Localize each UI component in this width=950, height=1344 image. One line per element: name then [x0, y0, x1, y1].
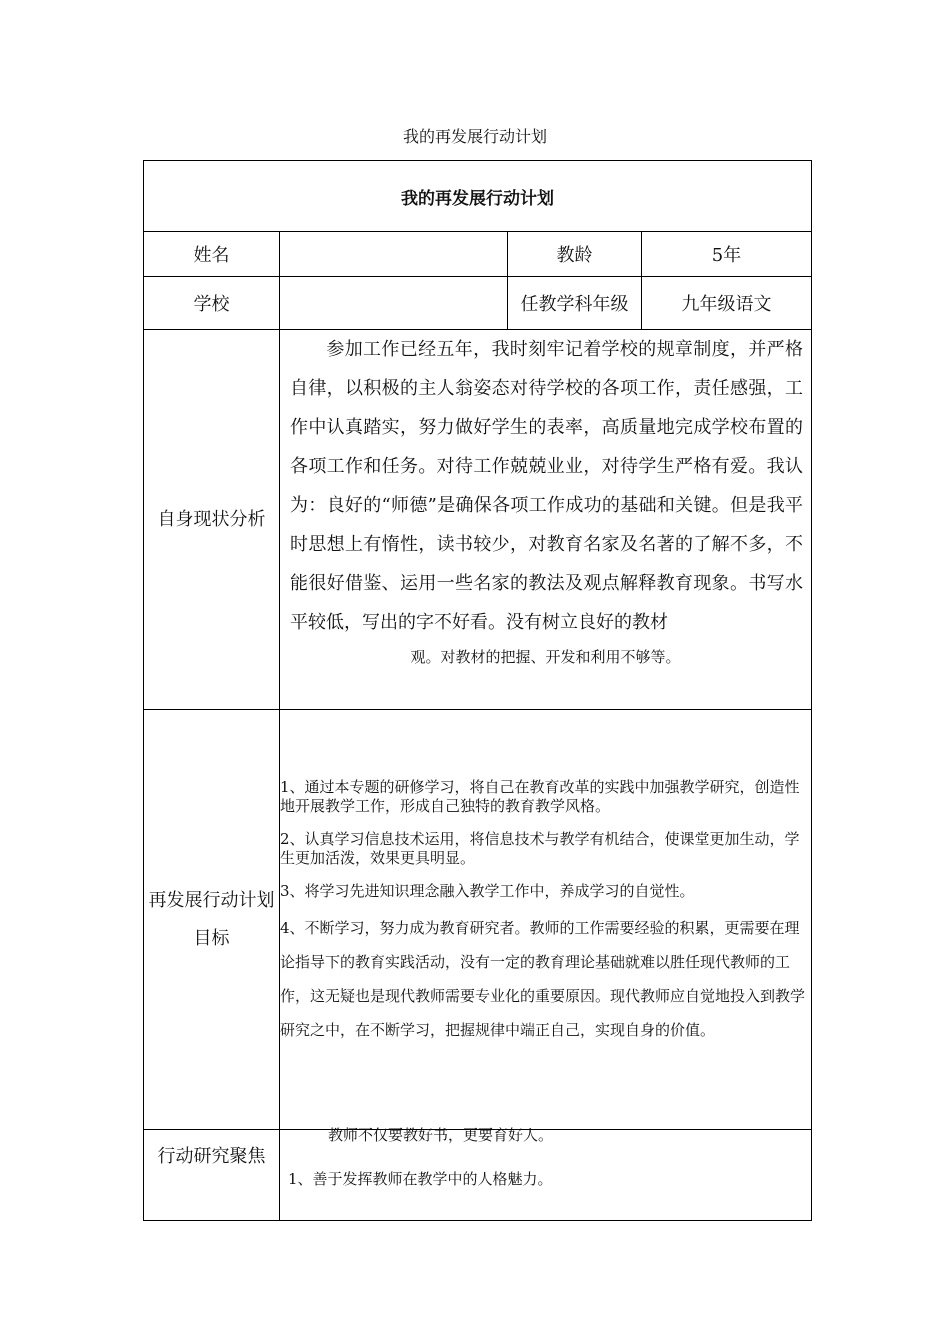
goal-cell [280, 710, 812, 1130]
subject-grade-value: 九年级语文 [642, 277, 812, 330]
school-value [280, 277, 508, 330]
school-label: 学校 [144, 277, 280, 330]
goal-label: 再发展行动计划目标 [144, 710, 280, 1130]
document-title: 我的再发展行动计划 [402, 127, 547, 146]
teaching-years-value: 5年 [642, 232, 812, 277]
focus-line-2: 1、善于发挥教师在教学中的人格魅力。 [288, 1170, 553, 1188]
table-header: 我的再发展行动计划 [144, 161, 812, 232]
name-label: 姓名 [144, 232, 280, 277]
focus-label: 行动研究聚焦 [144, 1130, 280, 1221]
plan-table [143, 160, 812, 1221]
focus-line-1: 教师不仅要教好书，更要育好人。 [328, 1126, 554, 1144]
self-analysis-last-line: 观。对教材的把握、开发和利用不够等。 [410, 648, 681, 666]
name-value [280, 232, 508, 277]
focus-cell [280, 1126, 812, 1221]
teaching-years-label: 教龄 [508, 232, 642, 277]
self-analysis-text [290, 330, 803, 642]
goal-item: 4、不断学习，努力成为教育研究者。教师的工作需要经验的积累，更需要在理论指导下的教育实践活动，没有一定的教育理论基础就难以胜任现代教师的工作，这无疑也是现代教师需要专业化的重要原因。现代教师应自觉地投入到教学研究之中，在不断学习，把握规律中端正自己，实现自身的价值。 [280, 919, 806, 1039]
self-analysis-label: 自身现状分析 [144, 330, 280, 710]
subject-grade-label: 任教学科年级 [508, 277, 642, 330]
goal-item: 3、将学习先进知识理念融入教学工作中，养成学习的自觉性。 [280, 882, 695, 900]
self-analysis-cell [280, 330, 812, 710]
self-analysis-body: 参加工作已经五年，我时刻牢记着学校的规章制度，并严格自律，以积极的主人翁姿态对待学校的各项工作，责任感强，工作中认真踏实，努力做好学生的表率，高质量地完成学校布置的各项工作和任务。对待工作兢兢业业，对待学生严格有爱。我认为：良好的“师德”是确保各项工作成功的基础和关键。但是我平时思想上有惰性，读书较少，对教育名家及名著的了解不多，不能很好借鉴、运用一些名家的教法及观点解释教育现象。书写水平较低，写出的字不好看。没有树立良好的教材 [290, 339, 803, 633]
goal-item: 1、通过本专题的研修学习，将自己在教育改革的实践中加强教学研究，创造性地开展教学工作，形成自己独特的教育教学风格。 [280, 778, 800, 815]
goal-item: 2、认真学习信息技术运用，将信息技术与教学有机结合，使课堂更加生动，学生更加活泼，效果更具明显。 [280, 830, 800, 867]
